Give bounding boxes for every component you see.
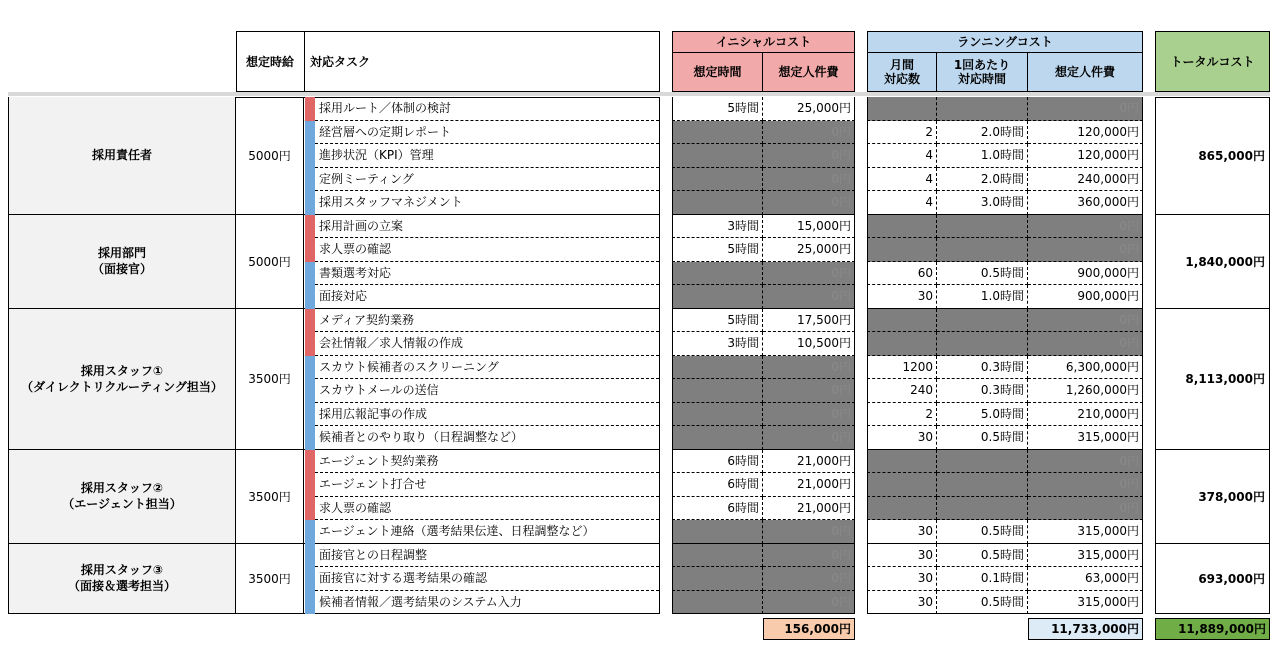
- running-count-cell: [867, 450, 937, 474]
- header-rate: 想定時給: [245, 54, 294, 69]
- row-type-strip: [305, 520, 315, 544]
- task-cell: スカウトメールの送信: [315, 379, 659, 403]
- initial-hours-cell: 5時間: [672, 309, 763, 333]
- initial-cost-cell: 0円: [763, 121, 855, 145]
- task-cell: 面接官との日程調整: [315, 544, 659, 568]
- running-cost-cell: 0円: [1028, 332, 1143, 356]
- running-hours-cell: 0.5時間: [937, 426, 1028, 450]
- header-running-cost: 想定人件費: [1028, 53, 1143, 92]
- running-count-cell: 4: [867, 168, 937, 192]
- initial-hours-cell: 6時間: [672, 473, 763, 497]
- row-type-strip: [305, 591, 315, 615]
- running-count-cell: [867, 215, 937, 239]
- running-total: 11,733,000円: [1028, 618, 1143, 640]
- running-count-cell: [867, 473, 937, 497]
- task-cell: スカウト候補者のスクリーニング: [315, 356, 659, 380]
- initial-cost-cell: 21,000円: [763, 473, 855, 497]
- row-type-strip: [305, 97, 315, 121]
- initial-hours-cell: 6時間: [672, 450, 763, 474]
- running-hours-cell: [937, 497, 1028, 521]
- running-cost-cell: 120,000円: [1028, 144, 1143, 168]
- running-hours-cell: [937, 332, 1028, 356]
- running-count-cell: 30: [867, 285, 937, 309]
- initial-hours-cell: [672, 567, 763, 591]
- initial-cost-cell: 0円: [763, 591, 855, 615]
- group-total: 378,000円: [1155, 450, 1270, 544]
- row-type-strip: [305, 144, 315, 168]
- initial-hours-cell: [672, 544, 763, 568]
- row-type-strip: [305, 426, 315, 450]
- header-total: トータルコスト: [1155, 31, 1270, 92]
- row-type-strip: [305, 285, 315, 309]
- running-cost-cell: 240,000円: [1028, 168, 1143, 192]
- task-cell: 求人票の確認: [315, 497, 659, 521]
- row-type-strip: [305, 238, 315, 262]
- running-cost-cell: 900,000円: [1028, 285, 1143, 309]
- running-cost-cell: 63,000円: [1028, 567, 1143, 591]
- initial-hours-cell: [672, 144, 763, 168]
- row-type-strip: [305, 379, 315, 403]
- initial-hours-cell: 3時間: [672, 332, 763, 356]
- task-cell: 採用スタッフマネジメント: [315, 191, 659, 215]
- task-cell: 定例ミーティング: [315, 168, 659, 192]
- initial-hours-cell: 6時間: [672, 497, 763, 521]
- initial-cost-cell: 0円: [763, 168, 855, 192]
- initial-total: 156,000円: [763, 618, 855, 640]
- task-cell: 面接対応: [315, 285, 659, 309]
- row-type-strip: [305, 309, 315, 333]
- row-type-strip: [305, 332, 315, 356]
- running-count-cell: 30: [867, 544, 937, 568]
- running-hours-cell: [937, 450, 1028, 474]
- initial-hours-cell: 5時間: [672, 97, 763, 121]
- task-cell: 採用広報記事の作成: [315, 403, 659, 427]
- group-name: 採用スタッフ② （エージェント担当）: [9, 450, 236, 543]
- header-task: 対応タスク: [310, 54, 371, 69]
- initial-cost-cell: 0円: [763, 379, 855, 403]
- initial-hours-cell: [672, 356, 763, 380]
- running-hours-cell: 0.5時間: [937, 544, 1028, 568]
- running-count-cell: [867, 497, 937, 521]
- running-cost-cell: 360,000円: [1028, 191, 1143, 215]
- header-initial-hours: 想定時間: [672, 53, 763, 92]
- running-count-cell: [867, 238, 937, 262]
- running-cost-cell: 315,000円: [1028, 520, 1143, 544]
- initial-hours-cell: 5時間: [672, 238, 763, 262]
- group-name: 採用部門 （面接官）: [9, 215, 236, 308]
- row-type-strip: [305, 497, 315, 521]
- task-cell: 面接官に対する選考結果の確認: [315, 567, 659, 591]
- task-cell: エージェント契約業務: [315, 450, 659, 474]
- running-cost-cell: 0円: [1028, 238, 1143, 262]
- group-name: 採用スタッフ① （ダイレクトリクルーティング担当）: [9, 309, 236, 449]
- initial-cost-cell: 0円: [763, 544, 855, 568]
- running-cost-cell: 120,000円: [1028, 121, 1143, 145]
- header-running: ランニングコスト: [867, 31, 1143, 53]
- running-count-cell: 2: [867, 121, 937, 145]
- running-cost-cell: 6,300,000円: [1028, 356, 1143, 380]
- group-total: 865,000円: [1155, 97, 1270, 215]
- running-hours-cell: 2.0時間: [937, 168, 1028, 192]
- initial-cost-cell: 21,000円: [763, 497, 855, 521]
- row-type-strip: [305, 567, 315, 591]
- initial-cost-cell: 0円: [763, 144, 855, 168]
- row-type-strip: [305, 168, 315, 192]
- header-initial-cost: 想定人件費: [763, 53, 855, 92]
- initial-hours-cell: [672, 403, 763, 427]
- initial-hours-cell: [672, 379, 763, 403]
- initial-cost-cell: 0円: [763, 403, 855, 427]
- group-total: 1,840,000円: [1155, 215, 1270, 309]
- task-cell: 求人票の確認: [315, 238, 659, 262]
- initial-cost-cell: 0円: [763, 285, 855, 309]
- group-rate: 3500円: [236, 309, 304, 449]
- initial-cost-cell: 15,000円: [763, 215, 855, 239]
- running-hours-cell: [937, 215, 1028, 239]
- running-hours-cell: 0.5時間: [937, 520, 1028, 544]
- initial-hours-cell: [672, 121, 763, 145]
- row-type-strip: [305, 191, 315, 215]
- row-type-strip: [305, 403, 315, 427]
- task-cell: 候補者とのやり取り（日程調整など）: [315, 426, 659, 450]
- row-type-strip: [305, 450, 315, 474]
- task-cell: メディア契約業務: [315, 309, 659, 333]
- initial-cost-cell: 10,500円: [763, 332, 855, 356]
- running-cost-cell: 0円: [1028, 97, 1143, 121]
- initial-hours-cell: [672, 520, 763, 544]
- running-count-cell: 1200: [867, 356, 937, 380]
- initial-hours-cell: 3時間: [672, 215, 763, 239]
- running-count-cell: 240: [867, 379, 937, 403]
- row-type-strip: [305, 544, 315, 568]
- running-cost-cell: 0円: [1028, 215, 1143, 239]
- task-cell: 経営層への定期レポート: [315, 121, 659, 145]
- running-hours-cell: [937, 473, 1028, 497]
- task-cell: 書類選考対応: [315, 262, 659, 286]
- running-hours-cell: 5.0時間: [937, 403, 1028, 427]
- initial-hours-cell: [672, 426, 763, 450]
- row-type-strip: [305, 215, 315, 239]
- running-hours-cell: 0.1時間: [937, 567, 1028, 591]
- group-total: 693,000円: [1155, 544, 1270, 615]
- row-type-strip: [305, 356, 315, 380]
- initial-hours-cell: [672, 262, 763, 286]
- running-count-cell: [867, 332, 937, 356]
- initial-cost-cell: 25,000円: [763, 97, 855, 121]
- running-count-cell: 30: [867, 567, 937, 591]
- running-count-cell: 30: [867, 520, 937, 544]
- row-type-strip: [305, 473, 315, 497]
- running-cost-cell: 1,260,000円: [1028, 379, 1143, 403]
- running-hours-cell: 0.3時間: [937, 379, 1028, 403]
- header-initial: イニシャルコスト: [672, 31, 855, 53]
- running-cost-cell: 0円: [1028, 450, 1143, 474]
- task-cell: 会社情報／求人情報の作成: [315, 332, 659, 356]
- running-cost-cell: 0円: [1028, 473, 1143, 497]
- running-hours-cell: [937, 238, 1028, 262]
- running-hours-cell: 1.0時間: [937, 144, 1028, 168]
- running-hours-cell: 0.5時間: [937, 262, 1028, 286]
- running-count-cell: 60: [867, 262, 937, 286]
- running-count-cell: 2: [867, 403, 937, 427]
- running-count-cell: 30: [867, 591, 937, 615]
- initial-hours-cell: [672, 285, 763, 309]
- grand-total: 11,889,000円: [1155, 618, 1270, 640]
- running-cost-cell: 315,000円: [1028, 426, 1143, 450]
- running-hours-cell: 0.3時間: [937, 356, 1028, 380]
- running-hours-cell: [937, 309, 1028, 333]
- group-rate: 3500円: [236, 450, 304, 543]
- group-rate: 5000円: [236, 97, 304, 214]
- initial-cost-cell: 0円: [763, 426, 855, 450]
- header-running-hours: 1回あたり 対応時間: [937, 53, 1028, 92]
- running-cost-cell: 315,000円: [1028, 544, 1143, 568]
- header-divider: [304, 31, 305, 92]
- initial-cost-cell: 0円: [763, 262, 855, 286]
- initial-cost-cell: 0円: [763, 356, 855, 380]
- group-rate: 5000円: [236, 215, 304, 308]
- running-cost-cell: 900,000円: [1028, 262, 1143, 286]
- task-cell: 採用計画の立案: [315, 215, 659, 239]
- running-cost-cell: 0円: [1028, 309, 1143, 333]
- group-name: 採用責任者: [9, 97, 236, 214]
- running-count-cell: 30: [867, 426, 937, 450]
- row-type-strip: [305, 121, 315, 145]
- initial-hours-cell: [672, 591, 763, 615]
- running-cost-cell: 210,000円: [1028, 403, 1143, 427]
- initial-hours-cell: [672, 191, 763, 215]
- initial-cost-cell: 0円: [763, 567, 855, 591]
- initial-cost-cell: 21,000円: [763, 450, 855, 474]
- running-count-cell: [867, 309, 937, 333]
- row-type-strip: [305, 262, 315, 286]
- group-rate: 3500円: [236, 544, 304, 614]
- task-cell: エージェント連絡（選考結果伝達、日程調整など）: [315, 520, 659, 544]
- group-name: 採用スタッフ③ （面接＆選考担当）: [9, 544, 236, 614]
- header-underline: [8, 92, 1270, 96]
- running-hours-cell: 0.5時間: [937, 591, 1028, 615]
- running-count-cell: 4: [867, 144, 937, 168]
- task-cell: 採用ルート／体制の検討: [315, 97, 659, 121]
- running-count-cell: [867, 97, 937, 121]
- initial-cost-cell: 25,000円: [763, 238, 855, 262]
- initial-cost-cell: 17,500円: [763, 309, 855, 333]
- running-hours-cell: 3.0時間: [937, 191, 1028, 215]
- running-count-cell: 4: [867, 191, 937, 215]
- initial-cost-cell: 0円: [763, 520, 855, 544]
- running-cost-cell: 0円: [1028, 497, 1143, 521]
- task-cell: 候補者情報／選考結果のシステム入力: [315, 591, 659, 615]
- running-hours-cell: 2.0時間: [937, 121, 1028, 145]
- running-hours-cell: 1.0時間: [937, 285, 1028, 309]
- task-cell: エージェント打合せ: [315, 473, 659, 497]
- running-hours-cell: [937, 97, 1028, 121]
- header-running-count: 月間 対応数: [867, 53, 937, 92]
- task-cell: 進捗状況（KPI）管理: [315, 144, 659, 168]
- initial-cost-cell: 0円: [763, 191, 855, 215]
- group-total: 8,113,000円: [1155, 309, 1270, 450]
- running-cost-cell: 315,000円: [1028, 591, 1143, 615]
- initial-hours-cell: [672, 168, 763, 192]
